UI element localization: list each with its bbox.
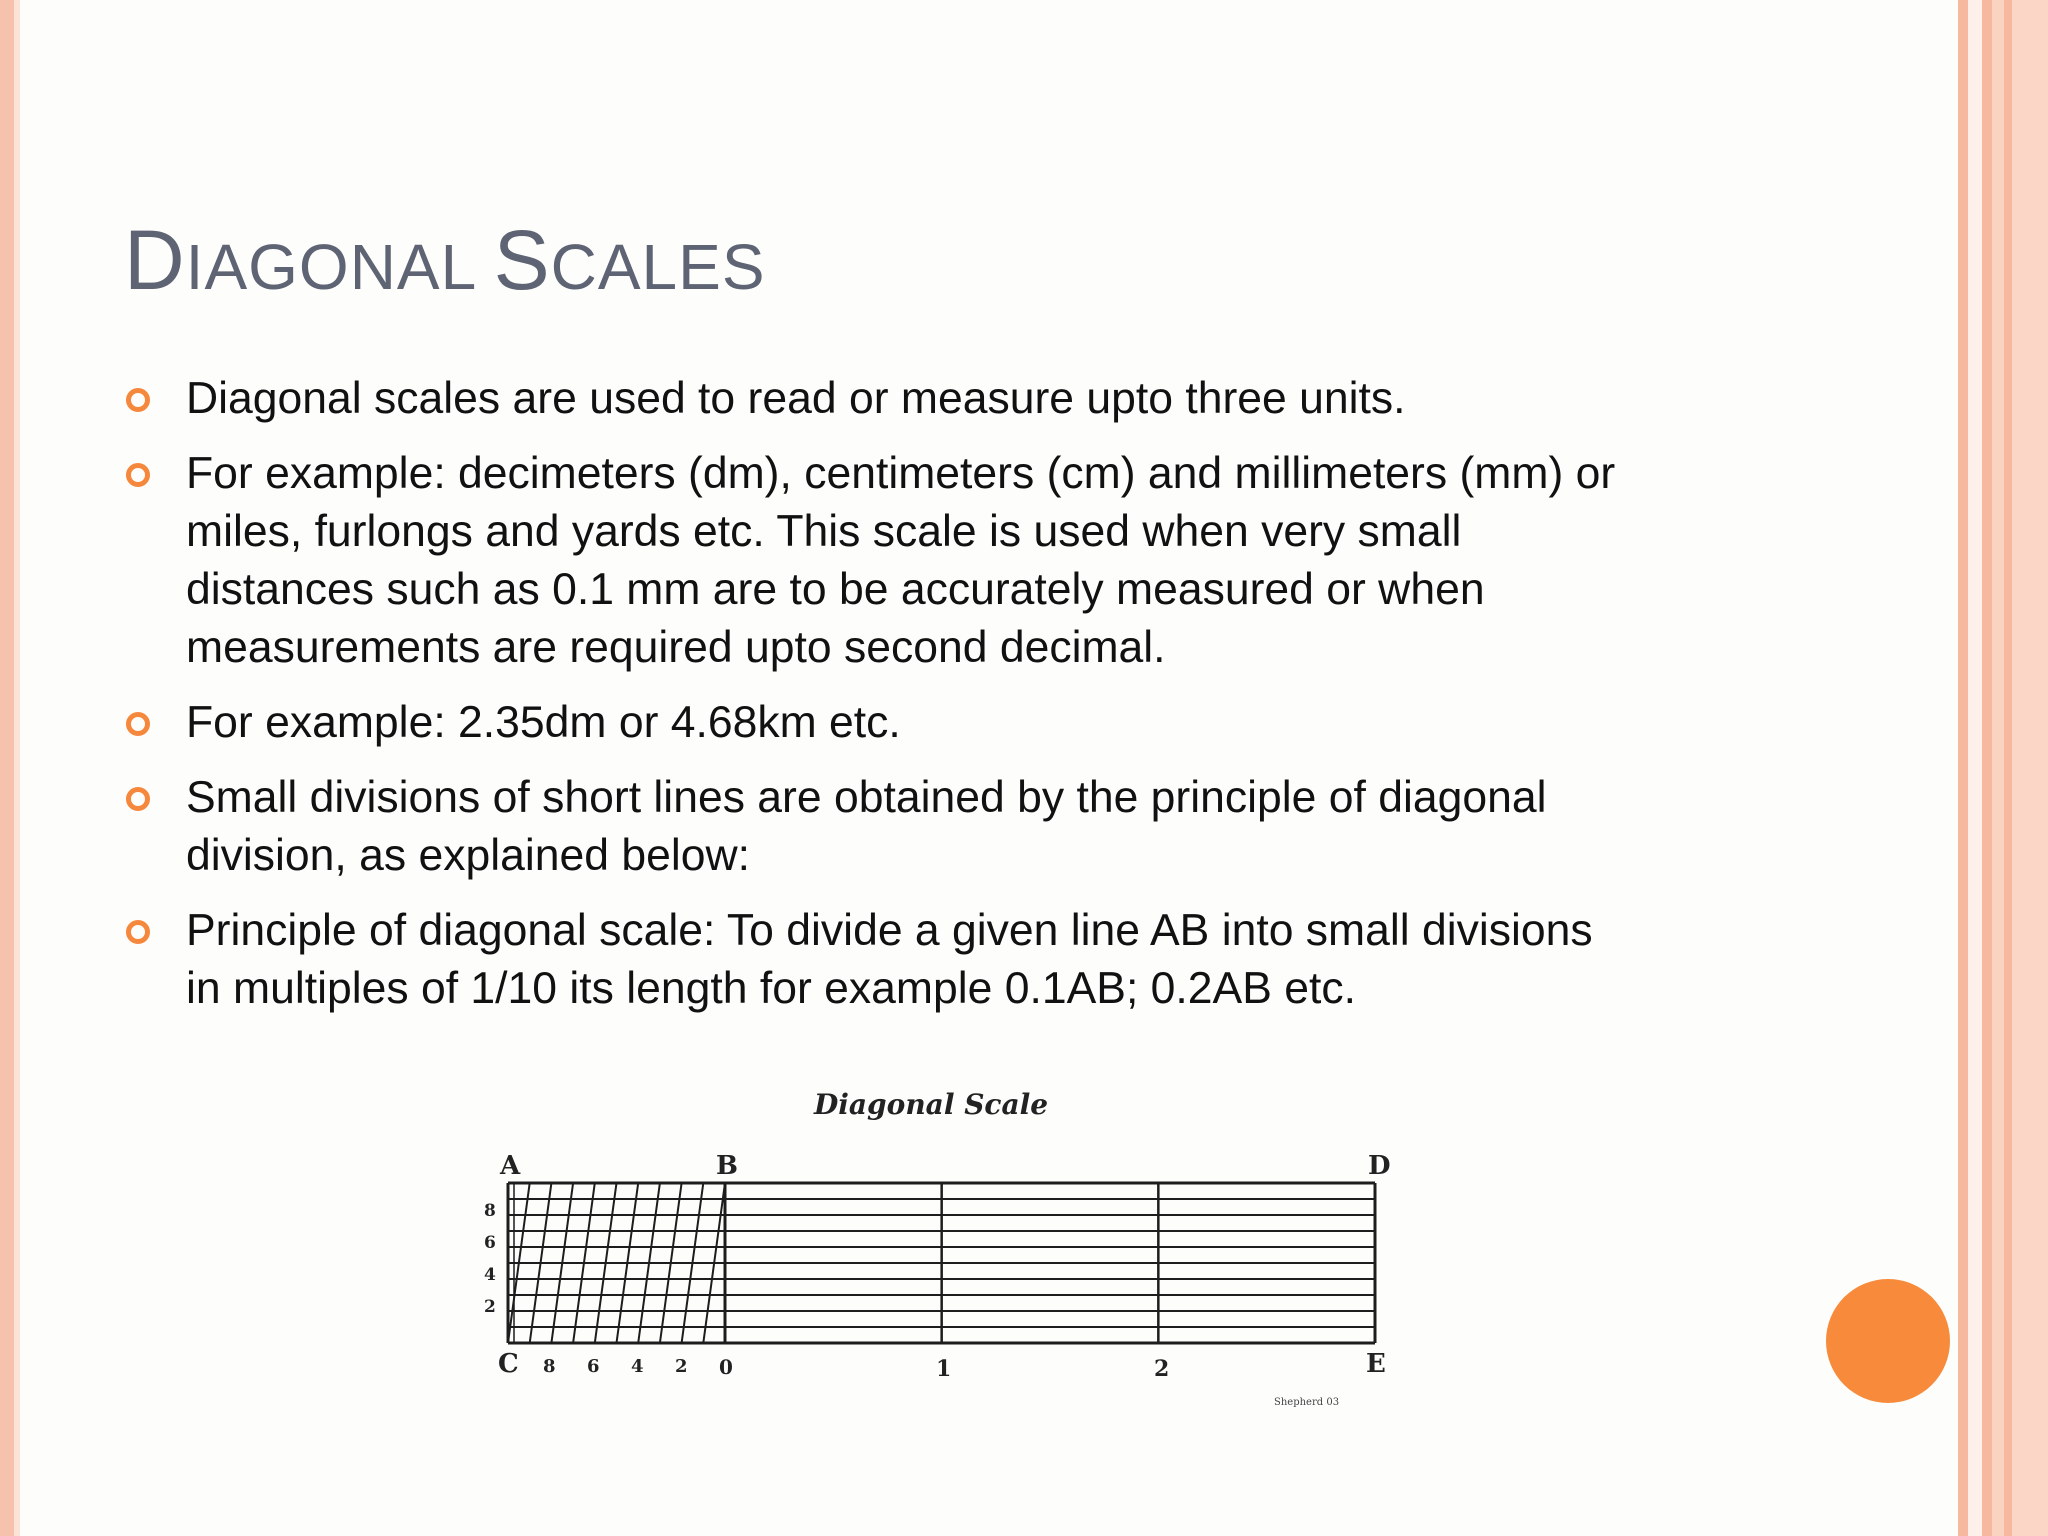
diagonal-scale-drawing [470,1085,1390,1415]
bullet-item [124,902,1764,1018]
bullet-line: division, as explained below: [186,831,751,880]
bottom-small-label: 2 [675,1356,688,1377]
slide-title [124,210,766,317]
bullet-line: Principle of diagonal scale: To divide a given line AB into small divisions [186,906,1593,955]
figure-credit: Shepherd 03 [1274,1397,1340,1408]
right-border-stripe-6 [2012,0,2048,1536]
bullet-list [124,370,1764,1035]
title-part: IAGONAL [185,231,494,303]
right-border-stripe-2 [1968,0,1982,1536]
bullet-circle-icon [126,920,150,944]
bottom-small-label: 4 [631,1356,644,1377]
bottom-main-label: 2 [1154,1356,1170,1382]
bottom-small-label: 8 [543,1356,556,1377]
right-border-stripe-3 [1982,0,1992,1536]
bullet-circle-icon [126,463,150,487]
bullet-circle-icon [126,712,150,736]
next-slide-button[interactable] [1826,1279,1950,1403]
bullet-item [124,370,1764,428]
figure-caption: Diagonal Scale [814,1088,1049,1121]
bullet-circle-icon [126,388,150,412]
title-part: D [124,213,186,307]
right-border-stripe-1 [1958,0,1968,1536]
label-b: B [716,1151,738,1181]
label-a: A [500,1151,521,1181]
bullet-line: in multiples of 1/10 its length for example 0.1AB; 0.2AB etc. [186,964,1356,1013]
label-c: C [498,1349,519,1379]
bullet-line: Diagonal scales are used to read or measure upto three units. [186,374,1406,423]
title-part: CALES [550,231,766,303]
bullet-line: Small divisions of short lines are obtained by the principle of diagonal [186,773,1547,822]
bottom-main-label: 1 [936,1356,952,1382]
left-border-inner [14,0,20,1536]
bullet-line: For example: decimeters (dm), centimeters (cm) and millimeters (mm) or [186,449,1616,498]
title-part: S [493,213,551,307]
label-e: E [1366,1349,1386,1379]
label-d: D [1368,1151,1391,1181]
bottom-small-label: 0 [719,1355,733,1379]
bullet-line: measurements are required upto second decimal. [186,623,1166,672]
right-border-stripe-4 [1992,0,2004,1536]
side-label: 4 [484,1265,496,1285]
diagonal-scale-figure [470,1085,1390,1415]
bullet-line: distances such as 0.1 mm are to be accurately measured or when [186,565,1485,614]
bullet-item [124,694,1764,752]
bullet-line: For example: 2.35dm or 4.68km etc. [186,698,901,747]
side-label: 6 [484,1233,496,1253]
right-border-stripe-5 [2004,0,2012,1536]
bullet-item [124,769,1764,885]
bullet-line: miles, furlongs and yards etc. This scale is used when very small [186,507,1462,556]
side-label: 2 [484,1297,496,1317]
side-label: 8 [484,1201,496,1221]
bullet-item [124,445,1764,677]
bullet-circle-icon [126,787,150,811]
bottom-small-label: 6 [587,1356,600,1377]
left-border-stripe [0,0,14,1536]
